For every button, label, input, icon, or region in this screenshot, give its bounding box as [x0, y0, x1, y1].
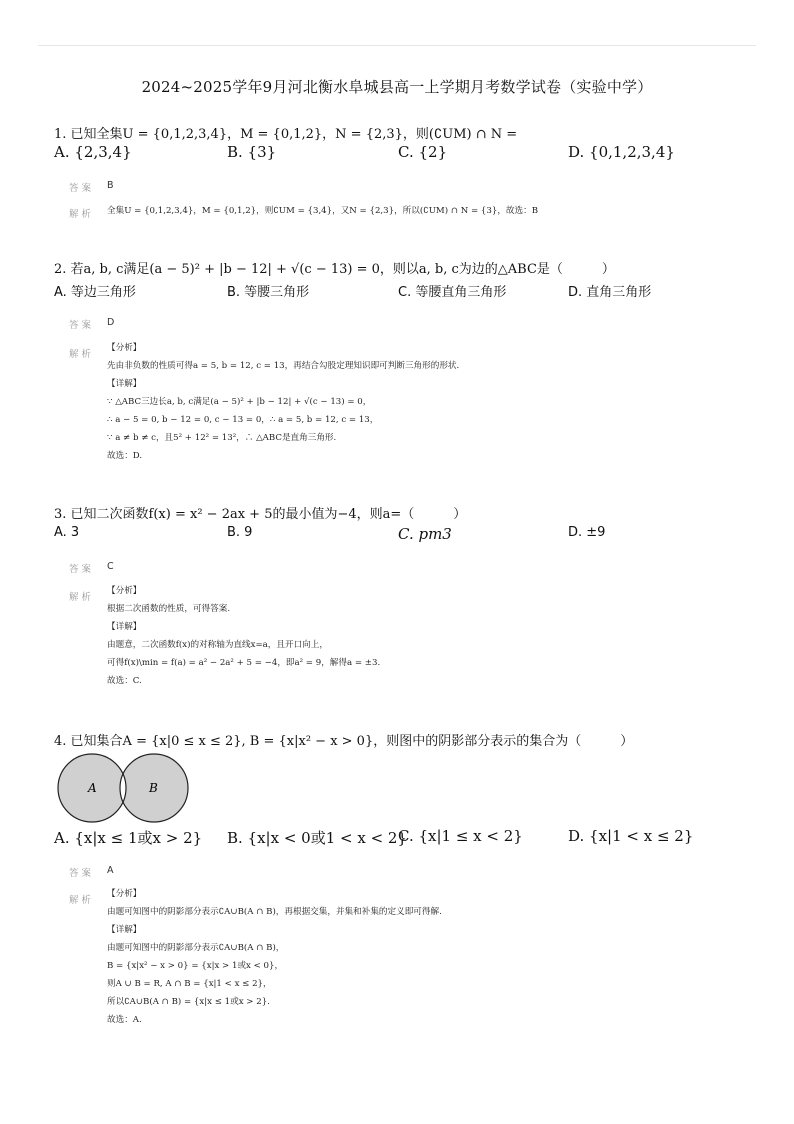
analysis-text: 【分析】 先由非负数的性质可得a = 5, b = 12, c = 13，再结合勾股定理知识即可判断三角形的形状. 【详解】 ∵ △ABC三边长a, b, c满足(a − 5)² + |b − 12| + √(c − 13) = 0， ∴ a − 5 = 0, b − 12 = 0, c − 13 = 0，∴ a = 5, b = 12, c = 13， ∵ a ≠ b ≠ c，且5² + 12² = 13²，∴ △ABC是直角三角形. 故选：D. — [107, 343, 460, 461]
question-1 — [54, 123, 517, 142]
exam-title: 2024~2025学年9月河北衡水阜城县高一上学期月考数学试卷（实验中学） — [141, 78, 653, 96]
question-number: 3. — [54, 507, 67, 522]
option-c[interactable]: C. {x|1 ≤ x < 2} — [398, 827, 523, 845]
answer-value: A — [107, 865, 114, 876]
set-a-label: A — [88, 781, 97, 795]
page-top-divider — [38, 45, 756, 46]
question-stem: 若a, b, c满足(a − 5)² + |b − 12| + √(c − 13) = 0，则以a, b, c为边的△ABC是（ ） — [70, 262, 615, 277]
option-d[interactable]: D. ±9 — [568, 525, 606, 540]
option-a[interactable]: A. {2,3,4} — [54, 143, 132, 161]
option-a[interactable]: A. {x|x ≤ 1或x > 2} — [54, 829, 203, 847]
option-c[interactable]: C. pm3 — [398, 525, 452, 543]
venn-diagram — [52, 752, 192, 824]
answer-value: B — [107, 180, 114, 191]
question-stem: 已知全集U = {0,1,2,3,4}，M = {0,1,2}，N = {2,3}，则(∁UM) ∩ N = — [70, 127, 518, 142]
option-c[interactable]: C. 等腰直角三角形 — [398, 285, 507, 300]
question-3 — [54, 503, 466, 522]
option-d[interactable]: D. {0,1,2,3,4} — [568, 143, 675, 161]
option-a[interactable]: A. 等边三角形 — [54, 285, 136, 300]
option-a[interactable]: A. 3 — [54, 525, 80, 540]
question-stem: 已知集合A = {x|0 ≤ x ≤ 2}, B = {x|x² − x > 0}，则图中的阴影部分表示的集合为（ ） — [70, 734, 634, 749]
option-d[interactable]: D. 直角三角形 — [568, 285, 652, 300]
question-number: 2. — [54, 262, 67, 277]
question-number: 1. — [54, 127, 67, 142]
option-b[interactable]: B. {x|x < 0或1 < x < 2} — [227, 829, 408, 847]
answer-label: 答案 — [69, 868, 95, 879]
analysis-text: 【分析】 根据二次函数的性质，可得答案. 【详解】 由题意，二次函数f(x)的对称轴为直线x=a，且开口向上， 可得f(x)\min = f(a) = a² − 2a² + 5 = −4，即a² = 9，解得a = ±3. 故选：C. — [107, 586, 381, 686]
answer-label: 答案 — [69, 320, 95, 331]
option-b[interactable]: B. 9 — [227, 525, 253, 540]
question-4 — [54, 730, 633, 749]
analysis-text: 全集U = {0,1,2,3,4}，M = {0,1,2}，则∁UM = {3,4}，又N = {2,3}，所以(∁UM) ∩ N = {3}，故选：B — [107, 206, 539, 216]
analysis-text: 【分析】 由题可知图中的阴影部分表示∁A∪B(A ∩ B)，再根据交集，并集和补集的定义即可得解. 【详解】 由题可知图中的阴影部分表示∁A∪B(A ∩ B)， B = {x|x² − x > 0} = {x|x > 1或x < 0}， 则A ∪ B = R, A ∩ B = {x|1 < x ≤ 2}， 所以∁A∪B(A ∩ B) = {x|x ≤ 1或x > 2}. 故选：A. — [107, 889, 442, 1025]
set-b-label: B — [149, 781, 158, 795]
option-b[interactable]: B. 等腰三角形 — [227, 285, 310, 300]
question-number: 4. — [54, 734, 67, 749]
analysis-label: 解析 — [69, 895, 95, 906]
option-d[interactable]: D. {x|1 < x ≤ 2} — [568, 827, 694, 845]
option-c[interactable]: C. {2} — [398, 143, 448, 161]
answer-value: D — [107, 317, 115, 328]
option-b[interactable]: B. {3} — [227, 143, 277, 161]
answer-label: 答案 — [69, 183, 95, 194]
question-stem: 已知二次函数f(x) = x² − 2ax + 5的最小值为−4，则a=（ ） — [70, 507, 467, 522]
analysis-label: 解析 — [69, 209, 95, 220]
answer-label: 答案 — [69, 564, 95, 575]
question-2 — [54, 258, 615, 277]
analysis-label: 解析 — [69, 349, 95, 360]
analysis-label: 解析 — [69, 592, 95, 603]
answer-value: C — [107, 561, 114, 572]
